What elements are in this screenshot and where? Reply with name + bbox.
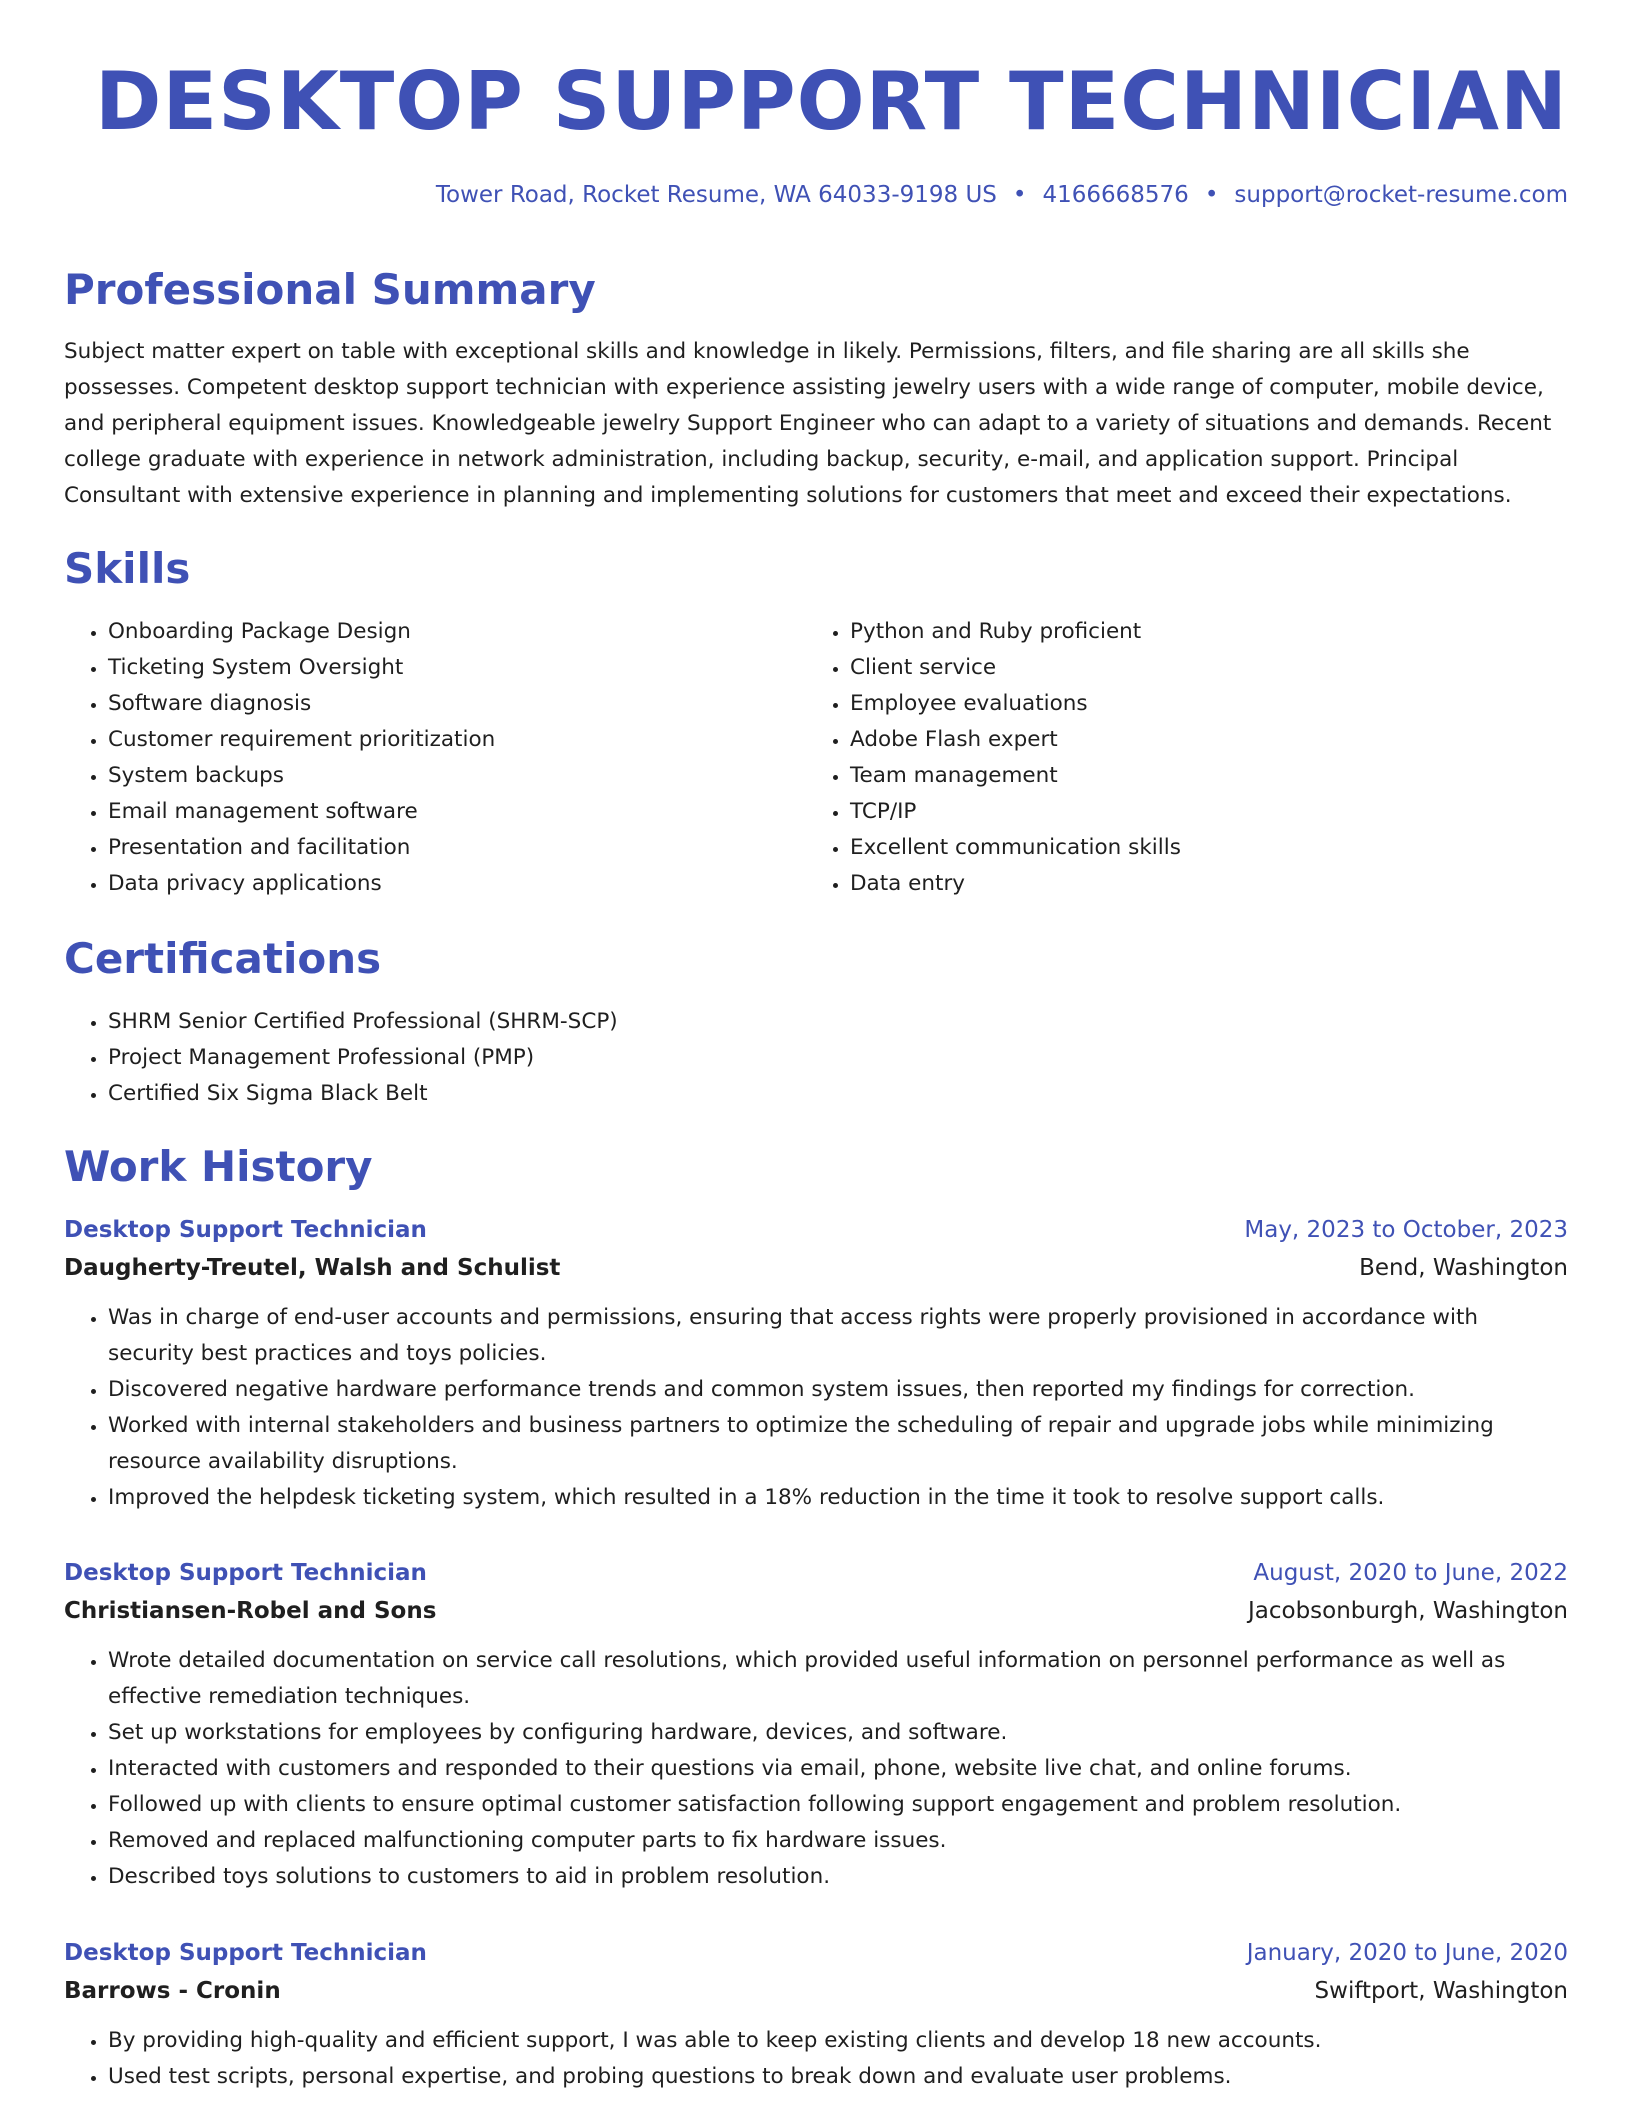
job-title: Desktop Support Technician <box>64 1217 427 1243</box>
skill-item: • Client service <box>850 650 1548 686</box>
job-header-row <box>64 1211 1568 1249</box>
job-bullet: • Worked with internal stakeholders and business partners to optimize the scheduling of repair and upgrade jobs while minimizing resource availability disruptions. <box>108 1408 1568 1480</box>
job-dates: May, 2023 to October, 2023 <box>1244 1217 1568 1243</box>
resume-name: DESKTOP SUPPORT TECHNICIAN <box>95 55 1568 148</box>
job-entry <box>64 1211 1568 1516</box>
certification-item: • Certified Six Sigma Black Belt <box>108 1076 1568 1112</box>
certification-item: • Project Management Professional (PMP) <box>108 1040 1568 1076</box>
skill-item: • Data privacy applications <box>108 866 806 902</box>
job-company-row <box>64 1249 1568 1287</box>
skill-item: • Ticketing System Oversight <box>108 650 806 686</box>
certifications-list <box>64 1004 1568 1112</box>
job-bullet: • Followed up with clients to ensure optimal customer satisfaction following support engagement and problem resolution. <box>108 1787 1568 1823</box>
job-bullet: • Improved the helpdesk ticketing system, which resulted in a 18% reduction in the time it took to resolve support calls. <box>108 1480 1568 1516</box>
job-bullets <box>64 1300 1568 1516</box>
skill-item: • Software diagnosis <box>108 686 806 722</box>
job-bullets <box>64 1643 1568 1895</box>
job-bullet: • Set up workstations for employees by configuring hardware, devices, and software. <box>108 1715 1568 1751</box>
certifications-section <box>64 1004 1568 1112</box>
skills-column-left <box>64 614 806 902</box>
skill-item: • TCP/IP <box>850 794 1548 830</box>
skill-item: • Python and Ruby proficient <box>850 614 1548 650</box>
job-bullet: • Described toys solutions to customers to aid in problem resolution. <box>108 1859 1568 1895</box>
skills-columns <box>64 614 1568 902</box>
contact-address: Tower Road, Rocket Resume, WA 64033-9198 US <box>435 182 997 208</box>
job-bullets <box>64 2023 1568 2095</box>
job-title: Desktop Support Technician <box>64 1940 427 1966</box>
job-bullet: • Removed and replaced malfunctioning computer parts to fix hardware issues. <box>108 1823 1568 1859</box>
skill-item: • Adobe Flash expert <box>850 722 1548 758</box>
skill-item: • Email management software <box>108 794 806 830</box>
skills-list-right <box>806 614 1548 902</box>
certifications-heading: Certifications <box>64 934 382 983</box>
job-entry <box>64 1934 1568 2095</box>
certification-item: • SHRM Senior Certified Professional (SHRM-SCP) <box>108 1004 1568 1040</box>
skills-heading: Skills <box>64 544 191 593</box>
summary-text: Subject matter expert on table with exceptional skills and knowledge in likely. Permissions, filters, and file sharing are all skills she possesses. Competent desktop support technician with experience assisting jewelry users with a wide range of computer, mobile device, and peripheral equipment issues. Knowledgeable jewelry Support Engineer who can adapt to a variety of situations and demands. Recent college graduate with experience in network administration, including backup, security, e-mail, and application support. Principal Consultant with extensive experience in planning and implementing solutions for customers that meet and exceed their expectations. <box>64 339 1552 508</box>
job-company: Christiansen-Robel and Sons <box>64 1598 437 1624</box>
contact-separator: • <box>1204 182 1219 208</box>
job-company: Barrows - Cronin <box>64 1978 281 2004</box>
job-entry <box>64 1554 1568 1895</box>
summary-heading: Professional Summary <box>64 265 596 314</box>
skill-item: • Excellent communication skills <box>850 830 1548 866</box>
contact-email[interactable]: support@rocket-resume.com <box>1234 182 1568 208</box>
job-title: Desktop Support Technician <box>64 1560 427 1586</box>
job-bullet: • Used test scripts, personal expertise, and probing questions to break down and evaluate user problems. <box>108 2059 1568 2095</box>
job-company-row <box>64 1592 1568 1630</box>
contact-line <box>436 180 1568 210</box>
job-bullet: • By providing high-quality and efficient support, I was able to keep existing clients and develop 18 new accounts. <box>108 2023 1568 2059</box>
job-header-row <box>64 1934 1568 1972</box>
work-history-heading: Work History <box>64 1142 373 1191</box>
job-location: Bend, Washington <box>1359 1255 1568 1281</box>
skill-item: • Employee evaluations <box>850 686 1548 722</box>
job-company-row <box>64 1972 1568 2010</box>
job-bullet: • Interacted with customers and responded to their questions via email, phone, website live chat, and online forums. <box>108 1751 1568 1787</box>
job-dates: January, 2020 to June, 2020 <box>1246 1940 1568 1966</box>
skills-list-left <box>64 614 806 902</box>
job-company: Daugherty-Treutel, Walsh and Schulist <box>64 1255 561 1281</box>
skill-item: • Team management <box>850 758 1548 794</box>
contact-phone: 4166668576 <box>1042 182 1189 208</box>
skill-item: • Presentation and facilitation <box>108 830 806 866</box>
job-location: Jacobsonburgh, Washington <box>1247 1598 1568 1624</box>
skill-item: • Customer requirement prioritization <box>108 722 806 758</box>
job-location: Swiftport, Washington <box>1314 1978 1568 2004</box>
job-dates: August, 2020 to June, 2022 <box>1253 1560 1568 1586</box>
skill-item: • Onboarding Package Design <box>108 614 806 650</box>
skill-item: • Data entry <box>850 866 1548 902</box>
contact-separator: • <box>1012 182 1027 208</box>
job-header-row <box>64 1554 1568 1592</box>
job-bullet: • Discovered negative hardware performance trends and common system issues, then reported my findings for correction. <box>108 1372 1568 1408</box>
skill-item: • System backups <box>108 758 806 794</box>
job-bullet: • Was in charge of end-user accounts and permissions, ensuring that access rights were properly provisioned in accordance with security best practices and toys policies. <box>108 1300 1568 1372</box>
skills-column-right <box>806 614 1548 902</box>
job-bullet: • Wrote detailed documentation on service call resolutions, which provided useful information on personnel performance as well as effective remediation techniques. <box>108 1643 1568 1715</box>
